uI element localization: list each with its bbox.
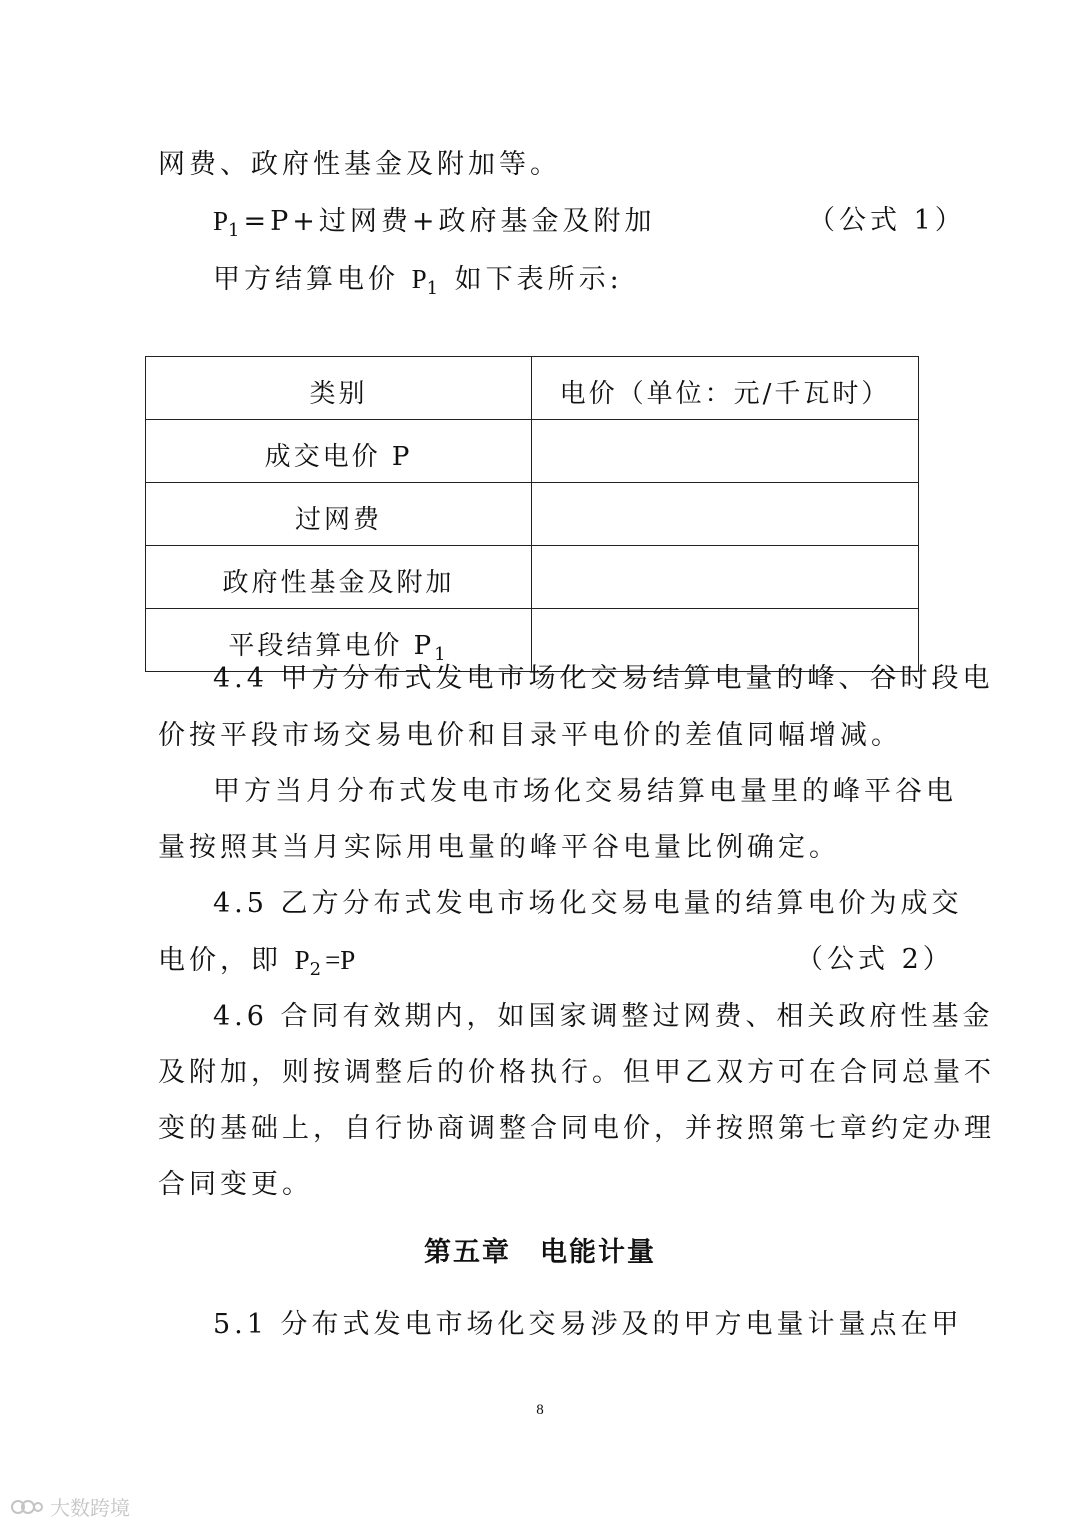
price-table	[145, 356, 919, 672]
section-4-6-line-3: 变的基础上，自行协商调整合同电价，并按照第七章约定办理	[158, 1113, 995, 1144]
header-price: 电价（单位：元/千瓦时）	[532, 357, 919, 420]
formula-1-p: P	[213, 206, 229, 236]
formula-1-subscript: 1	[228, 220, 244, 241]
section-4-4-line-1: 4.4 甲方分布式发电市场化交易结算电量的峰、谷时段电	[213, 663, 994, 694]
section-4-4b-line-1: 甲方当月分布式发电市场化交易结算电量里的峰平谷电	[213, 776, 957, 807]
chapter-title: 第五章 电能计量	[424, 1237, 656, 1268]
row-value	[532, 546, 919, 609]
row-label: 政府性基金及附加	[146, 546, 532, 609]
table-header-row	[146, 357, 919, 420]
page-number: 8	[536, 1402, 544, 1418]
formula-1	[213, 204, 656, 239]
formula-2-label: （公式 2）	[796, 944, 954, 975]
table-intro-before: 甲方结算电价	[213, 264, 412, 295]
section-4-4b-line-2: 量按照其当月实际用电量的峰平谷电量比例确定。	[158, 832, 840, 863]
row-label-subscript: 1	[434, 643, 449, 665]
section-4-5-line-2	[158, 943, 355, 978]
formula-2-p: P	[294, 945, 310, 975]
formula-2-before: 电价，即	[158, 945, 295, 976]
paragraph-continuation: 网费、政府性基金及附加等。	[158, 149, 561, 180]
table-row	[146, 546, 919, 609]
section-4-5-line-1: 4.5 乙方分布式发电市场化交易电量的结算电价为成交	[213, 888, 963, 919]
row-label: 过网费	[146, 483, 532, 546]
section-5-1-line-1: 5.1 分布式发电市场化交易涉及的甲方电量计量点在甲	[213, 1309, 963, 1340]
row-label-text: 平段结算电价 P	[228, 630, 435, 661]
watermark-text: 大数跨境	[50, 1496, 130, 1520]
row-label: 成交电价 P	[146, 420, 532, 483]
header-category: 类别	[146, 357, 532, 420]
table-intro-subscript: 1	[426, 278, 443, 299]
watermark-logo-icon	[10, 1494, 44, 1520]
table-intro-p: P	[411, 264, 427, 294]
table-row	[146, 483, 919, 546]
table-intro	[213, 262, 623, 297]
section-4-6-line-1: 4.6 合同有效期内，如国家调整过网费、相关政府性基金	[213, 1001, 994, 1032]
row-value	[532, 483, 919, 546]
formula-2-subscript: 2	[309, 959, 326, 980]
formula-1-label: （公式 1）	[808, 205, 966, 236]
table-intro-after: 如下表所示:	[442, 264, 623, 295]
formula-1-body: =P+过网费+政府基金及附加	[243, 206, 656, 237]
watermark	[10, 1492, 130, 1521]
section-4-4-line-2: 价按平段市场交易电价和目录平电价的差值同幅增减。	[158, 720, 902, 751]
section-4-6-line-4: 合同变更。	[158, 1169, 313, 1200]
section-4-6-line-2: 及附加，则按调整后的价格执行。但甲乙双方可在合同总量不	[158, 1057, 995, 1088]
table-row	[146, 420, 919, 483]
formula-2-after: =P	[325, 945, 356, 975]
row-value	[532, 420, 919, 483]
